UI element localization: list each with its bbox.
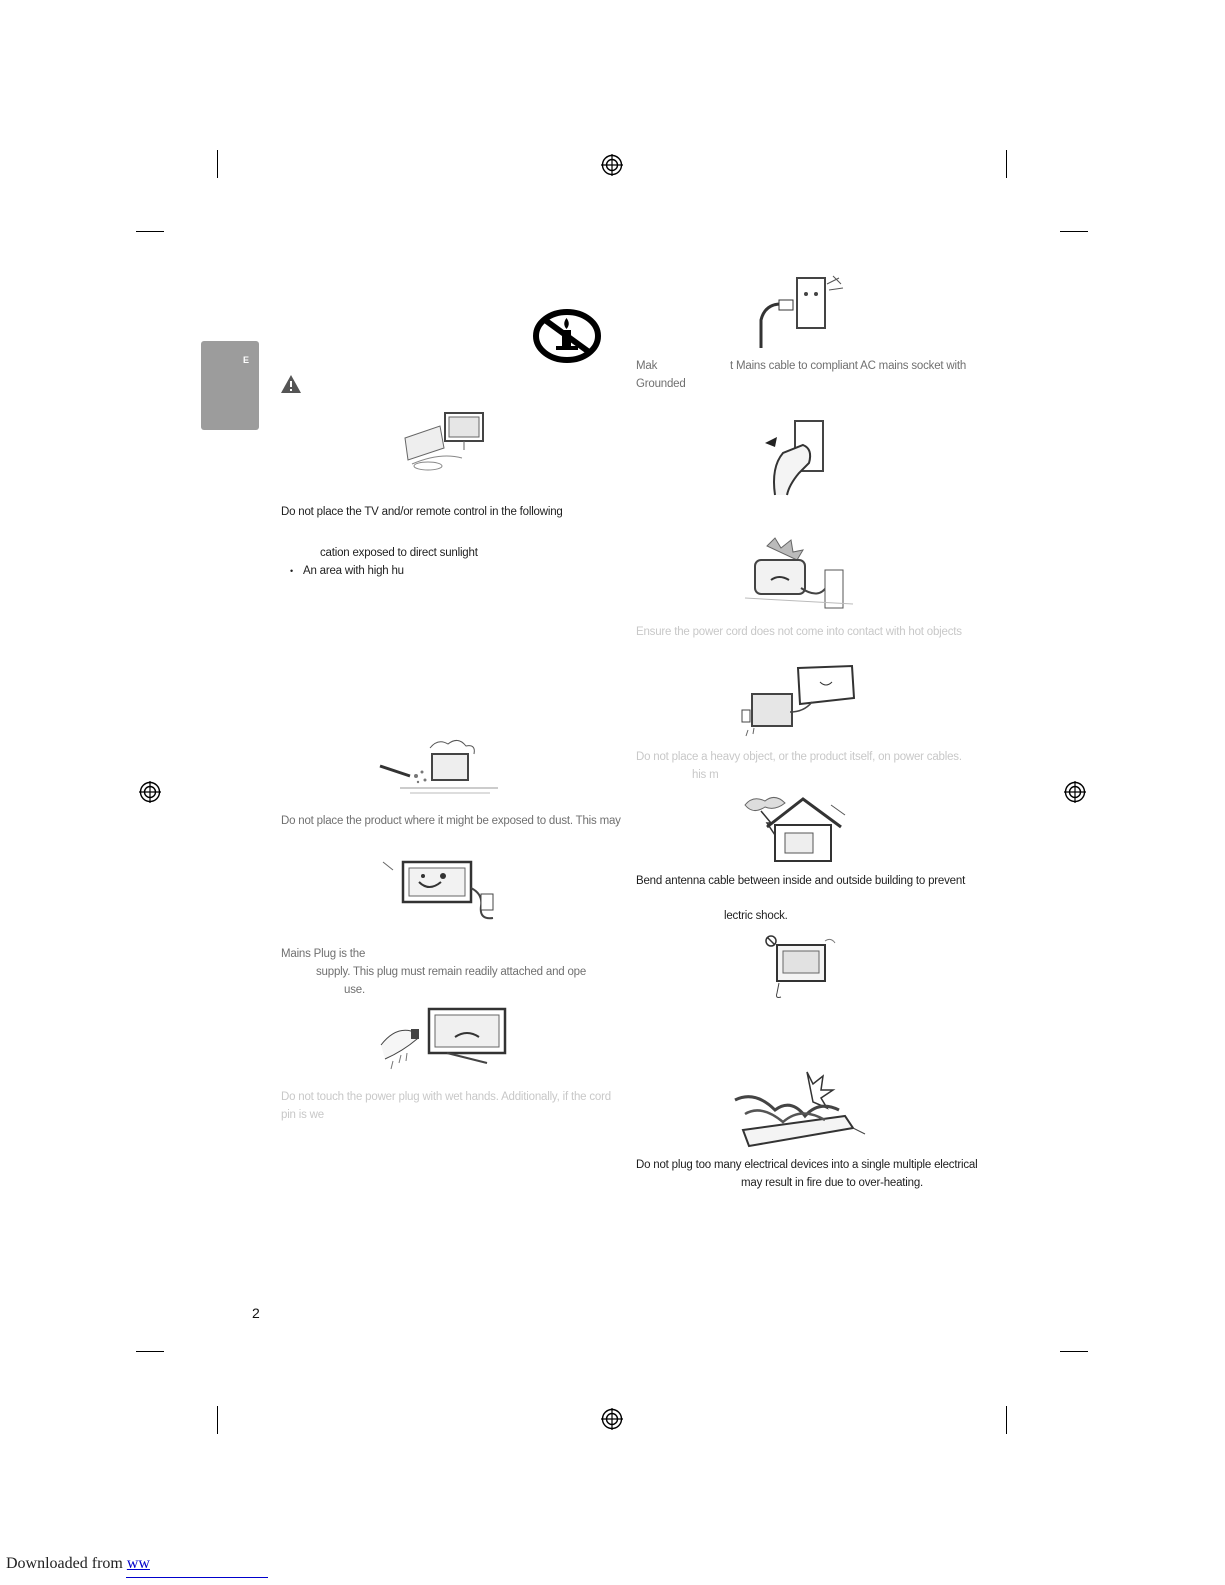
mains-plug-line-2: supply. This plug must remain readily attached and ope — [316, 966, 587, 978]
mains-plug-line-1: Mains Plug is the — [281, 948, 366, 960]
wet-hands-line-1: Do not touch the power plug with wet hands. Additionally, if the cord — [281, 1091, 611, 1103]
crop-mark-right-lower — [1060, 1351, 1088, 1352]
registration-target-icon — [601, 154, 623, 176]
bullet-marker: • — [290, 566, 293, 576]
tv-mains-plug-illustration — [383, 858, 508, 928]
warning-triangle-icon — [280, 374, 302, 394]
antenna-building-illustration — [745, 793, 855, 865]
antenna-line-1: Bend antenna cable between inside and outside building to prevent — [636, 875, 966, 887]
crop-mark-left-upper — [136, 231, 164, 232]
hot-objects-text: Ensure the power cord does not come into contact with hot objects — [636, 626, 962, 638]
crop-mark-left-lower — [136, 1351, 164, 1352]
registration-target-icon — [1064, 781, 1086, 803]
cord-hot-objects-illustration — [745, 538, 855, 620]
registration-target-icon — [139, 781, 161, 803]
mains-socket-line-2: Grounded — [636, 378, 686, 390]
bullet-sunlight-text: cation exposed to direct sunlight — [320, 547, 478, 559]
multiple-outlet-line-2: may result in fire due to over-heating. — [741, 1177, 924, 1189]
tv-sunlight-illustration — [400, 408, 490, 478]
mains-socket-prefix: Mak — [636, 360, 658, 372]
wet-hands-line-2: pin is we — [281, 1109, 324, 1121]
mains-plug-line-3: use. — [344, 984, 365, 996]
crop-mark-top-left — [217, 150, 218, 178]
crop-mark-bottom-right — [1006, 1406, 1007, 1434]
footer-link-underline — [126, 1577, 268, 1578]
tv-wet-hands-illustration — [381, 1005, 511, 1077]
heavy-object-line-2: his m — [692, 769, 719, 781]
bullet-humidity-text: An area with high hu — [303, 565, 404, 577]
crop-mark-right-upper — [1060, 231, 1088, 232]
footer-prefix: Downloaded from — [6, 1555, 127, 1572]
hand-unplug-illustration — [765, 415, 835, 497]
antenna-line-2: lectric shock. — [724, 910, 788, 922]
placement-intro-text: Do not place the TV and/or remote control in the following — [281, 506, 563, 518]
side-tab-label: E — [242, 355, 249, 365]
crop-mark-bottom-left — [217, 1406, 218, 1434]
tv-dust-illustration — [380, 738, 505, 798]
download-footer — [6, 1555, 150, 1573]
heavy-object-line-1: Do not place a heavy object, or the product itself, on power cables. — [636, 751, 962, 763]
overloaded-power-strip-illustration — [735, 1070, 865, 1154]
crop-mark-top-right — [1006, 150, 1007, 178]
no-candle-icon — [532, 308, 602, 364]
tv-prohibited-handling-illustration — [765, 935, 837, 1003]
page-number: 2 — [252, 1305, 260, 1321]
footer-link[interactable]: ww — [126, 1555, 150, 1572]
dust-warning-text: Do not place the product where it might be exposed to dust. This may — [281, 815, 621, 827]
grounded-socket-illustration — [757, 274, 847, 352]
multiple-outlet-line-1: Do not plug too many electrical devices into a single multiple electrical — [636, 1159, 978, 1171]
language-side-tab — [201, 341, 259, 430]
mains-socket-line-1: t Mains cable to compliant AC mains socket with — [730, 360, 967, 372]
registration-target-icon — [601, 1408, 623, 1430]
heavy-object-cable-illustration — [742, 664, 857, 744]
